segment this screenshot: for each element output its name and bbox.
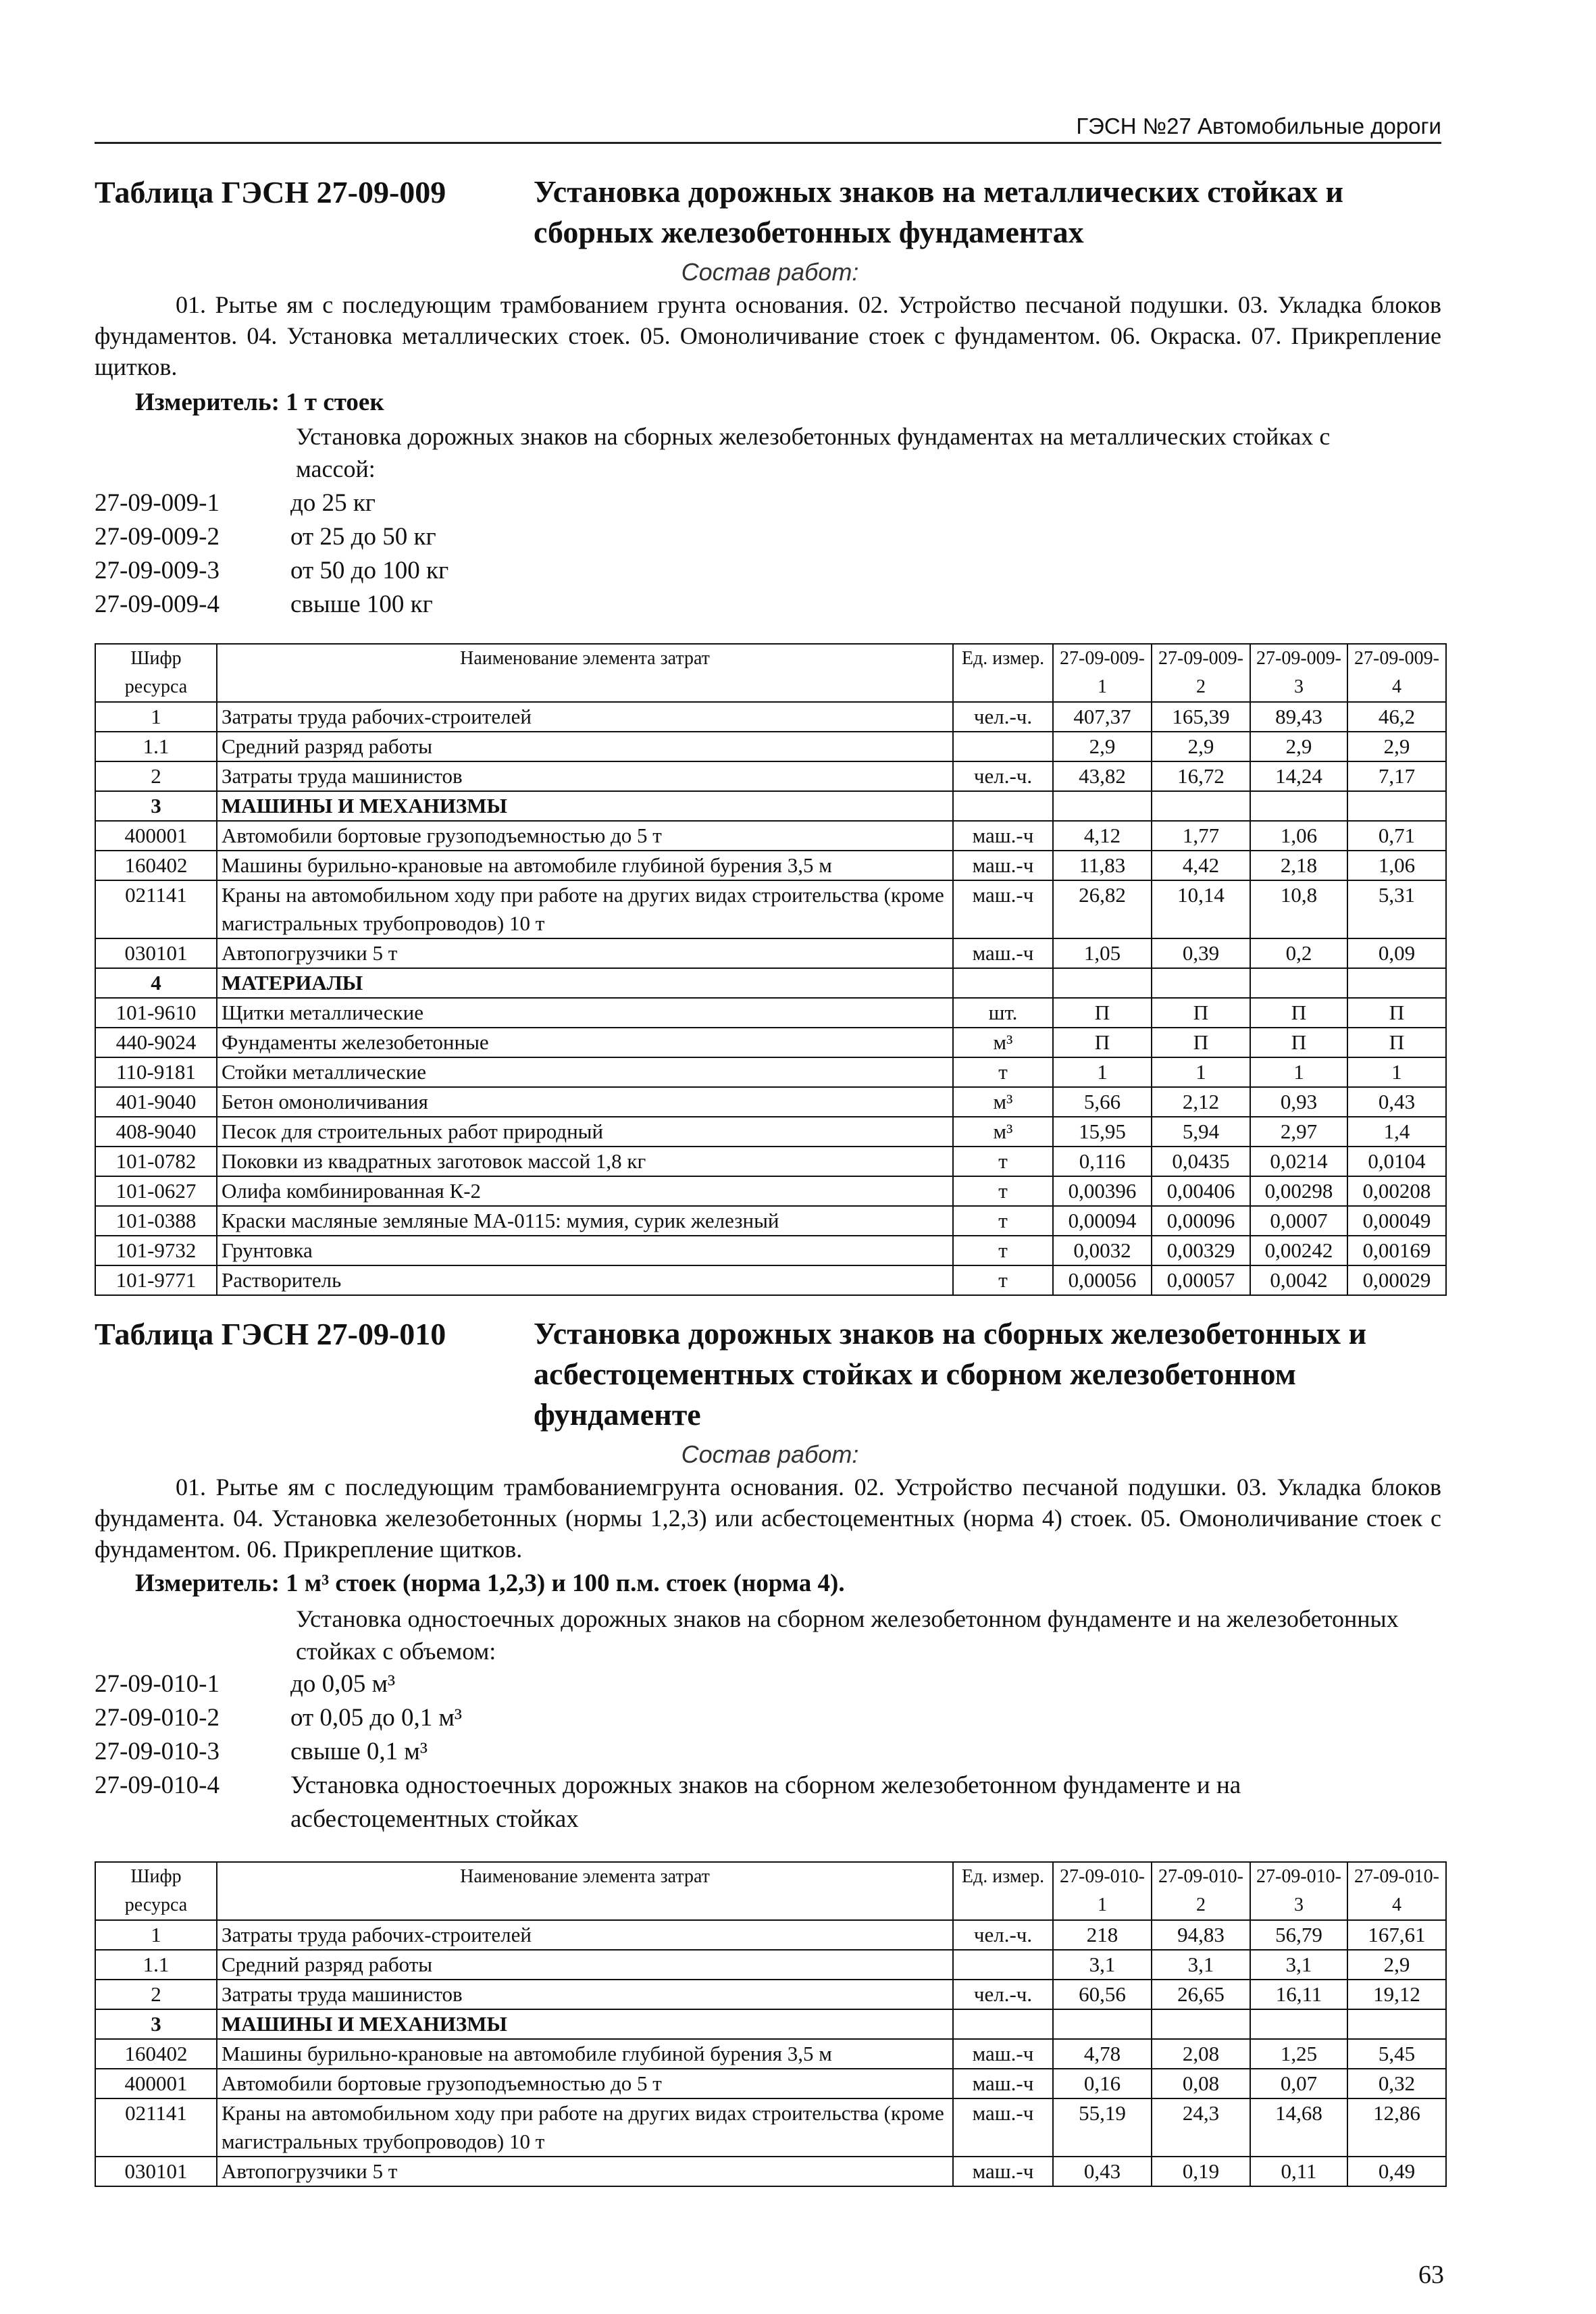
value-cell: 2,9 bbox=[1347, 1950, 1446, 1980]
section-row bbox=[95, 2009, 1446, 2039]
value-cell: 1,06 bbox=[1347, 851, 1446, 880]
value-cell bbox=[1152, 791, 1250, 821]
unit-cell: чел.-ч. bbox=[953, 702, 1053, 732]
unit-cell: маш.-ч bbox=[953, 2157, 1053, 2186]
value-cell: 10,14 bbox=[1152, 880, 1250, 938]
value-cell: 3,1 bbox=[1250, 1950, 1347, 1980]
resource-code: 101-9771 bbox=[95, 1265, 217, 1295]
variant-row bbox=[95, 554, 448, 588]
value-cell bbox=[1250, 968, 1347, 998]
running-title: ГЭСН №27 Автомобильные дороги bbox=[1076, 114, 1441, 139]
resource-name: Краны на автомобильном ходу при работе на других видах строительства (кроме магистральных трубопроводов) 10 т bbox=[217, 880, 953, 938]
resource-code: 021141 bbox=[95, 880, 217, 938]
resource-name: Растворитель bbox=[217, 1265, 953, 1295]
value-cell: 60,56 bbox=[1053, 1980, 1152, 2009]
resource-name: Затраты труда рабочих-строителей bbox=[217, 702, 953, 732]
unit-cell bbox=[953, 732, 1053, 761]
variant-code: 27-09-009-1 bbox=[95, 489, 220, 517]
resource-name: Затраты труда рабочих-строителей bbox=[217, 1920, 953, 1950]
table-row bbox=[95, 2098, 1446, 2157]
value-cell: 3,1 bbox=[1053, 1950, 1152, 1980]
value-cell: П bbox=[1347, 1028, 1446, 1057]
resource-name: Фундаменты железобетонные bbox=[217, 1028, 953, 1057]
value-cell: 0,71 bbox=[1347, 821, 1446, 851]
value-cell: 0,19 bbox=[1152, 2157, 1250, 2186]
variant-code: 27-09-010-3 bbox=[95, 1738, 220, 1765]
table1-meter: Измеритель: 1 т стоек bbox=[135, 388, 384, 416]
table-row bbox=[95, 761, 1446, 791]
value-cell bbox=[1250, 791, 1347, 821]
value-cell bbox=[1053, 791, 1152, 821]
value-cell: 12,86 bbox=[1347, 2098, 1446, 2157]
resource-name: МАТЕРИАЛЫ bbox=[217, 968, 953, 998]
table2-variants bbox=[95, 1667, 1445, 1836]
value-cell: 5,66 bbox=[1053, 1087, 1152, 1117]
value-cell: 1,06 bbox=[1250, 821, 1347, 851]
value-cell: 0,0104 bbox=[1347, 1147, 1446, 1176]
value-cell: 0,93 bbox=[1250, 1087, 1347, 1117]
header-norm-column: 27-09-009-4 bbox=[1347, 644, 1446, 702]
unit-cell: т bbox=[953, 1236, 1053, 1265]
table2-title: Установка дорожных знаков на сборных железобетонных и асбестоцементных стойках и сборном железобетонном фундаменте bbox=[534, 1316, 1367, 1432]
unit-cell: маш.-ч bbox=[953, 880, 1053, 938]
table-row bbox=[95, 1176, 1446, 1206]
resource-code: 3 bbox=[95, 2009, 217, 2039]
table-row bbox=[95, 1057, 1446, 1087]
value-cell: 165,39 bbox=[1152, 702, 1250, 732]
value-cell: 0,16 bbox=[1053, 2069, 1152, 2098]
page-number: 63 bbox=[1418, 2261, 1444, 2289]
variant-desc: от 25 до 50 кг bbox=[290, 523, 436, 551]
resource-code: 101-0388 bbox=[95, 1206, 217, 1236]
table2-meter: Измеритель: 1 м³ стоек (норма 1,2,3) и 100 п.м. стоек (норма 4). bbox=[135, 1569, 845, 1597]
value-cell bbox=[1250, 2009, 1347, 2039]
resource-name: МАШИНЫ И МЕХАНИЗМЫ bbox=[217, 2009, 953, 2039]
header-code: Шифр ресурса bbox=[95, 644, 217, 702]
value-cell: 0,49 bbox=[1347, 2157, 1446, 2186]
unit-cell: чел.-ч. bbox=[953, 761, 1053, 791]
unit-cell: м³ bbox=[953, 1028, 1053, 1057]
value-cell: 2,97 bbox=[1250, 1117, 1347, 1147]
unit-cell bbox=[953, 2009, 1053, 2039]
value-cell bbox=[1347, 2009, 1446, 2039]
value-cell: П bbox=[1250, 1028, 1347, 1057]
table-row bbox=[95, 732, 1446, 761]
resource-code: 2 bbox=[95, 1980, 217, 2009]
value-cell: 0,00396 bbox=[1053, 1176, 1152, 1206]
unit-cell: т bbox=[953, 1057, 1053, 1087]
value-cell: 0,00406 bbox=[1152, 1176, 1250, 1206]
variant-desc: от 50 до 100 кг bbox=[290, 557, 449, 584]
table-row bbox=[95, 2157, 1446, 2186]
unit-cell: т bbox=[953, 1176, 1053, 1206]
table-row bbox=[95, 851, 1446, 880]
table-row bbox=[95, 1920, 1446, 1950]
unit-cell: маш.-ч bbox=[953, 851, 1053, 880]
unit-cell bbox=[953, 791, 1053, 821]
value-cell: 2,18 bbox=[1250, 851, 1347, 880]
value-cell: 0,00242 bbox=[1250, 1236, 1347, 1265]
table-row bbox=[95, 702, 1446, 732]
resource-code: 1 bbox=[95, 1920, 217, 1950]
value-cell: 0,43 bbox=[1347, 1087, 1446, 1117]
table-header-row bbox=[95, 1862, 1446, 1920]
resource-name: Олифа комбинированная К-2 bbox=[217, 1176, 953, 1206]
value-cell: П bbox=[1250, 998, 1347, 1028]
unit-cell: маш.-ч bbox=[953, 2039, 1053, 2069]
resource-code: 101-9610 bbox=[95, 998, 217, 1028]
value-cell: 0,07 bbox=[1250, 2069, 1347, 2098]
resource-code: 101-0627 bbox=[95, 1176, 217, 1206]
variant-desc: Установка одностоечных дорожных знаков на сборном железобетонном фундаменте и на асбестоцементных стойках bbox=[290, 1771, 1241, 1833]
variant-desc: от 0,05 до 0,1 м³ bbox=[290, 1704, 463, 1732]
table-header-row bbox=[95, 644, 1446, 702]
value-cell: 0,32 bbox=[1347, 2069, 1446, 2098]
value-cell: 0,2 bbox=[1250, 938, 1347, 968]
resource-code: 021141 bbox=[95, 2098, 217, 2157]
value-cell: 16,72 bbox=[1152, 761, 1250, 791]
header-norm-column: 27-09-010-1 bbox=[1053, 1862, 1152, 1920]
value-cell: 2,9 bbox=[1053, 732, 1152, 761]
resource-name: Затраты труда машинистов bbox=[217, 1980, 953, 2009]
unit-cell: м³ bbox=[953, 1117, 1053, 1147]
value-cell: 0,0007 bbox=[1250, 1206, 1347, 1236]
value-cell: 94,83 bbox=[1152, 1920, 1250, 1950]
unit-cell bbox=[953, 968, 1053, 998]
resource-name: Машины бурильно-крановые на автомобиле глубиной бурения 3,5 м bbox=[217, 851, 953, 880]
table-row bbox=[95, 1117, 1446, 1147]
table-row bbox=[95, 2069, 1446, 2098]
value-cell: 0,11 bbox=[1250, 2157, 1347, 2186]
variant-code: 27-09-010-4 bbox=[95, 1771, 220, 1799]
resource-name: Щитки металлические bbox=[217, 998, 953, 1028]
resource-code: 110-9181 bbox=[95, 1057, 217, 1087]
unit-cell: чел.-ч. bbox=[953, 1920, 1053, 1950]
value-cell: 7,17 bbox=[1347, 761, 1446, 791]
value-cell: 2,08 bbox=[1152, 2039, 1250, 2069]
resource-code: 401-9040 bbox=[95, 1087, 217, 1117]
value-cell: 14,24 bbox=[1250, 761, 1347, 791]
header-unit: Ед. измер. bbox=[953, 1862, 1053, 1920]
unit-cell: т bbox=[953, 1147, 1053, 1176]
variant-desc: свыше 100 кг bbox=[290, 590, 433, 618]
resource-name: Краски масляные земляные МА-0115: мумия, сурик железный bbox=[217, 1206, 953, 1236]
value-cell: 0,00029 bbox=[1347, 1265, 1446, 1295]
variant-row bbox=[95, 1701, 1445, 1735]
header-norm-column: 27-09-009-1 bbox=[1053, 644, 1152, 702]
value-cell: 0,00049 bbox=[1347, 1206, 1446, 1236]
table1-code: Таблица ГЭСН 27-09-009 bbox=[95, 175, 446, 209]
resource-code: 3 bbox=[95, 791, 217, 821]
value-cell: 1 bbox=[1347, 1057, 1446, 1087]
resource-name: МАШИНЫ И МЕХАНИЗМЫ bbox=[217, 791, 953, 821]
resource-code: 440-9024 bbox=[95, 1028, 217, 1057]
value-cell bbox=[1053, 2009, 1152, 2039]
value-cell: 0,0435 bbox=[1152, 1147, 1250, 1176]
value-cell: 16,11 bbox=[1250, 1980, 1347, 2009]
resource-code: 101-9732 bbox=[95, 1236, 217, 1265]
value-cell: 89,43 bbox=[1250, 702, 1347, 732]
resource-code: 030101 bbox=[95, 938, 217, 968]
value-cell: 0,00094 bbox=[1053, 1206, 1152, 1236]
value-cell: П bbox=[1152, 998, 1250, 1028]
value-cell: 1,05 bbox=[1053, 938, 1152, 968]
value-cell: 0,0032 bbox=[1053, 1236, 1152, 1265]
resource-code: 030101 bbox=[95, 2157, 217, 2186]
value-cell: 55,19 bbox=[1053, 2098, 1152, 2157]
table-row bbox=[95, 998, 1446, 1028]
variant-row bbox=[95, 588, 448, 622]
unit-cell: маш.-ч bbox=[953, 821, 1053, 851]
unit-cell: шт. bbox=[953, 998, 1053, 1028]
resource-code: 4 bbox=[95, 968, 217, 998]
table1-intro: Установка дорожных знаков на сборных железобетонных фундаментах на металлических стойках с массой: bbox=[296, 423, 1331, 482]
resource-code: 1.1 bbox=[95, 732, 217, 761]
value-cell: 14,68 bbox=[1250, 2098, 1347, 2157]
table1-work-text: 01. Рытье ям с последующим трамбованием грунта основания. 02. Устройство песчаной подушки. 03. Укладка блоков фундаментов. 04. Установка металлических стоек. 05. Омоноличивание стоек с фундаментом. 06. Окраска. 07. Прикрепление щитков. bbox=[95, 291, 1441, 380]
table1-variants bbox=[95, 486, 448, 622]
resource-code: 101-0782 bbox=[95, 1147, 217, 1176]
resource-code: 2 bbox=[95, 761, 217, 791]
value-cell: 1,77 bbox=[1152, 821, 1250, 851]
resource-code: 160402 bbox=[95, 2039, 217, 2069]
value-cell: П bbox=[1347, 998, 1446, 1028]
resource-code: 400001 bbox=[95, 821, 217, 851]
variant-code: 27-09-009-3 bbox=[95, 557, 220, 584]
value-cell: 56,79 bbox=[1250, 1920, 1347, 1950]
resource-name: Машины бурильно-крановые на автомобиле глубиной бурения 3,5 м bbox=[217, 2039, 953, 2069]
variant-row bbox=[95, 520, 448, 554]
unit-cell: чел.-ч. bbox=[953, 1980, 1053, 2009]
unit-cell: м³ bbox=[953, 1087, 1053, 1117]
resource-code: 408-9040 bbox=[95, 1117, 217, 1147]
header-norm-column: 27-09-010-3 bbox=[1250, 1862, 1347, 1920]
value-cell: 5,45 bbox=[1347, 2039, 1446, 2069]
table-row bbox=[95, 1950, 1446, 1980]
resource-name: Грунтовка bbox=[217, 1236, 953, 1265]
value-cell: 0,08 bbox=[1152, 2069, 1250, 2098]
table2-code: Таблица ГЭСН 27-09-010 bbox=[95, 1317, 446, 1351]
value-cell: 19,12 bbox=[1347, 1980, 1446, 2009]
resource-table-2 bbox=[95, 1861, 1447, 2187]
variant-code: 27-09-010-2 bbox=[95, 1704, 220, 1732]
value-cell: П bbox=[1152, 1028, 1250, 1057]
resource-name: Бетон омоноличивания bbox=[217, 1087, 953, 1117]
value-cell: 0,00096 bbox=[1152, 1206, 1250, 1236]
header-norm-column: 27-09-009-2 bbox=[1152, 644, 1250, 702]
table-row bbox=[95, 1028, 1446, 1057]
value-cell: 3,1 bbox=[1152, 1950, 1250, 1980]
table-row bbox=[95, 1265, 1446, 1295]
value-cell: 10,8 bbox=[1250, 880, 1347, 938]
table-row bbox=[95, 1087, 1446, 1117]
variant-code: 27-09-009-4 bbox=[95, 590, 220, 618]
value-cell: 0,00208 bbox=[1347, 1176, 1446, 1206]
value-cell: 26,65 bbox=[1152, 1980, 1250, 2009]
value-cell: 2,12 bbox=[1152, 1087, 1250, 1117]
resource-code: 1 bbox=[95, 702, 217, 732]
resource-name: Стойки металлические bbox=[217, 1057, 953, 1087]
resource-code: 160402 bbox=[95, 851, 217, 880]
value-cell: 1 bbox=[1152, 1057, 1250, 1087]
value-cell: 0,39 bbox=[1152, 938, 1250, 968]
table1-work-caption: Состав работ: bbox=[681, 258, 859, 286]
variant-row bbox=[95, 1769, 1445, 1836]
table-row bbox=[95, 1980, 1446, 2009]
resource-name: Поковки из квадратных заготовок массой 1,8 кг bbox=[217, 1147, 953, 1176]
table-row bbox=[95, 2039, 1446, 2069]
header-norm-column: 27-09-010-4 bbox=[1347, 1862, 1446, 1920]
header-name: Наименование элемента затрат bbox=[217, 644, 953, 702]
resource-name: Затраты труда машинистов bbox=[217, 761, 953, 791]
header-unit: Ед. измер. bbox=[953, 644, 1053, 702]
value-cell: 4,42 bbox=[1152, 851, 1250, 880]
value-cell: 0,00057 bbox=[1152, 1265, 1250, 1295]
value-cell: 43,82 bbox=[1053, 761, 1152, 791]
section-row bbox=[95, 791, 1446, 821]
value-cell: 407,37 bbox=[1053, 702, 1152, 732]
table2-work-text: 01. Рытье ям с последующим трамбованиемгрунта основания. 02. Устройство песчаной подушки. 03. Укладка блоков фундамента. 04. Установка железобетонных (нормы 1,2,3) или асбестоцементных (норма 4) стоек. 05. Омоноличивание стоек с фундаментом. 06. Прикрепление щитков. bbox=[95, 1474, 1441, 1563]
value-cell: 1 bbox=[1053, 1057, 1152, 1087]
resource-name: Средний разряд работы bbox=[217, 1950, 953, 1980]
variant-row bbox=[95, 486, 448, 520]
table-row bbox=[95, 880, 1446, 938]
resource-name: Песок для строительных работ природный bbox=[217, 1117, 953, 1147]
unit-cell: маш.-ч bbox=[953, 2098, 1053, 2157]
variant-code: 27-09-009-2 bbox=[95, 523, 220, 551]
resource-name: Автопогрузчики 5 т bbox=[217, 2157, 953, 2186]
table-row bbox=[95, 938, 1446, 968]
value-cell: П bbox=[1053, 1028, 1152, 1057]
table-row bbox=[95, 1206, 1446, 1236]
value-cell: 0,00329 bbox=[1152, 1236, 1250, 1265]
running-header bbox=[95, 114, 1441, 144]
unit-cell bbox=[953, 1950, 1053, 1980]
variant-code: 27-09-010-1 bbox=[95, 1670, 220, 1698]
value-cell: 0,43 bbox=[1053, 2157, 1152, 2186]
value-cell: 4,78 bbox=[1053, 2039, 1152, 2069]
header-name: Наименование элемента затрат bbox=[217, 1862, 953, 1920]
unit-cell: маш.-ч bbox=[953, 938, 1053, 968]
table1-title: Установка дорожных знаков на металлических стойках и сборных железобетонных фундаментах bbox=[534, 174, 1343, 249]
value-cell: 0,0042 bbox=[1250, 1265, 1347, 1295]
resource-name: Средний разряд работы bbox=[217, 732, 953, 761]
value-cell: 15,95 bbox=[1053, 1117, 1152, 1147]
resource-code: 400001 bbox=[95, 2069, 217, 2098]
resource-name: Автомобили бортовые грузоподъемностью до 5 т bbox=[217, 821, 953, 851]
table2-work-caption: Состав работ: bbox=[681, 1440, 859, 1468]
value-cell: 0,0214 bbox=[1250, 1147, 1347, 1176]
header-norm-column: 27-09-010-2 bbox=[1152, 1862, 1250, 1920]
unit-cell: т bbox=[953, 1265, 1053, 1295]
variant-desc: до 25 кг bbox=[290, 489, 376, 517]
value-cell: 0,00169 bbox=[1347, 1236, 1446, 1265]
table-row bbox=[95, 821, 1446, 851]
unit-cell: т bbox=[953, 1206, 1053, 1236]
header-code: Шифр ресурса bbox=[95, 1862, 217, 1920]
value-cell: 11,83 bbox=[1053, 851, 1152, 880]
table-row bbox=[95, 1236, 1446, 1265]
table2-intro: Установка одностоечных дорожных знаков на сборном железобетонном фундаменте и на железобетонных стойках с объемом: bbox=[296, 1605, 1399, 1665]
section-row bbox=[95, 968, 1446, 998]
value-cell: П bbox=[1053, 998, 1152, 1028]
value-cell bbox=[1152, 2009, 1250, 2039]
value-cell: 0,00298 bbox=[1250, 1176, 1347, 1206]
value-cell bbox=[1347, 791, 1446, 821]
value-cell: 1 bbox=[1250, 1057, 1347, 1087]
value-cell: 0,116 bbox=[1053, 1147, 1152, 1176]
value-cell: 24,3 bbox=[1152, 2098, 1250, 2157]
value-cell: 26,82 bbox=[1053, 880, 1152, 938]
variant-desc: свыше 0,1 м³ bbox=[290, 1738, 428, 1765]
value-cell: 46,2 bbox=[1347, 702, 1446, 732]
value-cell: 218 bbox=[1053, 1920, 1152, 1950]
value-cell: 1,4 bbox=[1347, 1117, 1446, 1147]
value-cell: 1,25 bbox=[1250, 2039, 1347, 2069]
value-cell bbox=[1053, 968, 1152, 998]
value-cell: 2,9 bbox=[1152, 732, 1250, 761]
value-cell bbox=[1347, 968, 1446, 998]
value-cell bbox=[1152, 968, 1250, 998]
value-cell: 2,9 bbox=[1250, 732, 1347, 761]
resource-code: 1.1 bbox=[95, 1950, 217, 1980]
resource-name: Краны на автомобильном ходу при работе на других видах строительства (кроме магистральных трубопроводов) 10 т bbox=[217, 2098, 953, 2157]
header-norm-column: 27-09-009-3 bbox=[1250, 644, 1347, 702]
resource-name: Автопогрузчики 5 т bbox=[217, 938, 953, 968]
resource-name: Автомобили бортовые грузоподъемностью до 5 т bbox=[217, 2069, 953, 2098]
variant-row bbox=[95, 1735, 1445, 1769]
table-row bbox=[95, 1147, 1446, 1176]
value-cell: 4,12 bbox=[1053, 821, 1152, 851]
variant-row bbox=[95, 1667, 1445, 1701]
variant-desc: до 0,05 м³ bbox=[290, 1670, 396, 1698]
value-cell: 0,09 bbox=[1347, 938, 1446, 968]
value-cell: 5,31 bbox=[1347, 880, 1446, 938]
value-cell: 5,94 bbox=[1152, 1117, 1250, 1147]
resource-table-1 bbox=[95, 643, 1447, 1296]
value-cell: 0,00056 bbox=[1053, 1265, 1152, 1295]
value-cell: 2,9 bbox=[1347, 732, 1446, 761]
value-cell: 167,61 bbox=[1347, 1920, 1446, 1950]
unit-cell: маш.-ч bbox=[953, 2069, 1053, 2098]
